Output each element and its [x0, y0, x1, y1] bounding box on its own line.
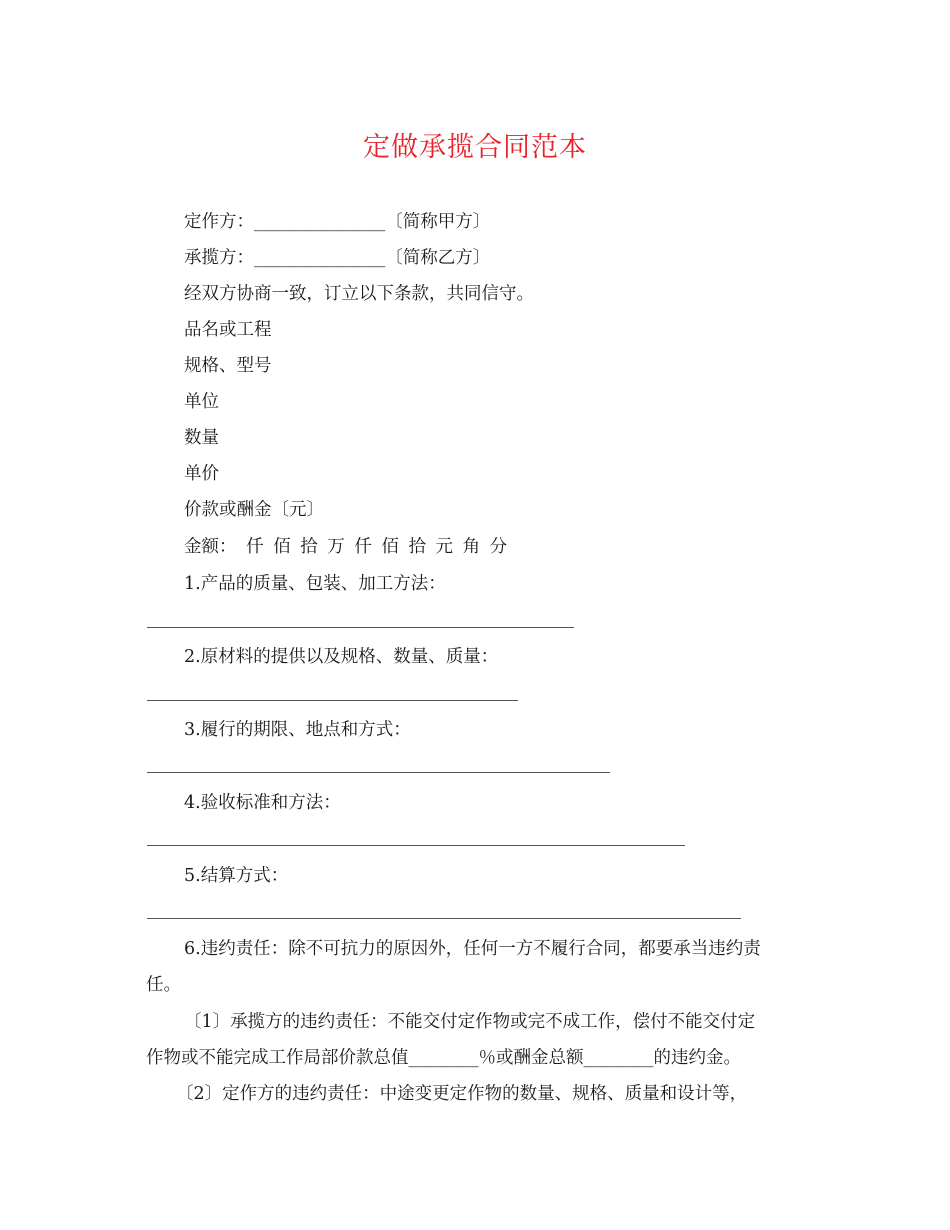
clause-6-1-line-1: 〔1〕承揽方的违约责任：不能交付定作物或完不成工作，偿付不能交付定 [184, 1012, 756, 1032]
clause-2-fill-line [147, 700, 518, 701]
clause-3: 3.履行的期限、地点和方式： [184, 720, 411, 740]
intro-text: 经双方协商一致，订立以下条款，共同信守。 [184, 284, 534, 304]
field-unit: 单位 [184, 392, 219, 412]
clause-6-1-blank-total: ________ [583, 1048, 654, 1068]
party-b-label: 承揽方： [184, 248, 254, 268]
party-b-line [184, 246, 490, 270]
clause-5-fill-line [147, 918, 741, 919]
clause-3-fill-line [147, 772, 610, 773]
clause-1: 1.产品的质量、包装、加工方法： [184, 574, 446, 594]
clause-6-line-1: 6.违约责任：除不可抗力的原因外，任何一方不履行合同，都要承当违约责 [184, 939, 761, 959]
field-spec: 规格、型号 [184, 356, 272, 376]
clause-6-1-blank-percent: ________ [408, 1048, 479, 1068]
clause-6-1-text-c: 的违约金。 [653, 1048, 741, 1068]
clause-6-2-line-1: 〔2〕定作方的违约责任：中途变更定作物的数量、规格、质量和设计等， [176, 1084, 748, 1104]
party-a-line [184, 210, 490, 234]
clause-6-1-line-2 [146, 1046, 741, 1070]
field-payment: 价款或酬金〔元〕 [184, 500, 324, 520]
clause-6-1-text-a: 作物或不能完成工作局部价款总值 [146, 1048, 409, 1068]
party-b-note: 〔简称乙方〕 [385, 248, 491, 268]
clause-5: 5.结算方式： [184, 866, 289, 886]
party-a-note: 〔简称甲方〕 [385, 212, 491, 232]
party-a-blank: _______________ [254, 212, 386, 232]
field-amount: 金额： 仟 佰 拾 万 仟 佰 拾 元 角 分 [184, 537, 508, 557]
clause-2: 2.原材料的提供以及规格、数量、质量： [184, 647, 499, 667]
field-quantity: 数量 [184, 428, 219, 448]
document-title: 定做承揽合同范本 [363, 132, 587, 163]
party-b-blank: _______________ [254, 248, 386, 268]
field-item: 品名或工程 [184, 320, 272, 340]
clause-4-fill-line [147, 845, 685, 846]
clause-1-fill-line [147, 627, 574, 628]
clause-6-line-2: 任。 [146, 975, 181, 995]
clause-6-1-text-b: ％或酬金总额 [478, 1048, 584, 1068]
clause-4: 4.验收标准和方法： [184, 793, 341, 813]
field-price: 单价 [184, 464, 219, 484]
party-a-label: 定作方： [184, 212, 254, 232]
